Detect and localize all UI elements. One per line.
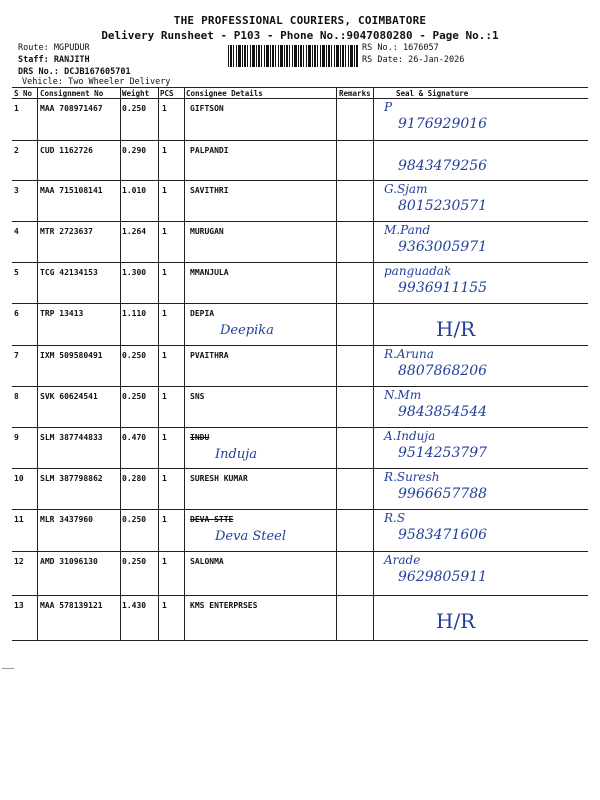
vehicle-value: Two Wheeler Delivery (68, 77, 171, 87)
company-name: THE PROFESSIONAL COURIERS, COIMBATORE (173, 14, 427, 27)
row-consignee: PALPANDI (190, 146, 229, 155)
staff-label: Staff: (18, 55, 49, 65)
route-value: MGPUDUR (53, 43, 90, 53)
row-sno: 1 (14, 104, 19, 113)
rs-no-label: RS No.: (362, 43, 398, 53)
signature-name: R.Suresh (384, 470, 440, 484)
row-consignee: SURESH KUMAR (190, 474, 248, 483)
signature-phone: 9843854544 (398, 404, 488, 420)
row-pcs: 1 (162, 351, 167, 360)
row-consignment-no: SLM 387744833 (40, 433, 103, 442)
rs-no-value: 1676057 (402, 43, 439, 53)
row-divider (12, 262, 588, 263)
signature-phone: 9966657788 (398, 486, 488, 502)
row-divider (12, 551, 588, 552)
row-sno: 6 (14, 309, 19, 318)
row-divider (12, 221, 588, 222)
signature-phone: 9936911155 (398, 280, 488, 296)
row-divider (12, 468, 588, 469)
vehicle-label: Vehicle: (22, 77, 63, 87)
signature-name: R.S (384, 511, 406, 525)
signature-name: M.Pand (384, 223, 431, 237)
column-divider (120, 87, 121, 640)
column-divider (336, 87, 337, 640)
row-consignee: INDU (190, 433, 210, 442)
row-consignee: SALONMA (190, 557, 224, 566)
row-divider (12, 140, 588, 141)
row-pcs: 1 (162, 601, 167, 610)
row-consignment-no: AMD 31096130 (40, 557, 98, 566)
row-weight: 1.430 (122, 601, 147, 610)
row-consignee: DEVA STTE (190, 515, 234, 524)
rs-date-label: RS Date: (362, 55, 403, 65)
row-consignment-no: MAA 715108141 (40, 186, 103, 195)
row-pcs: 1 (162, 433, 167, 442)
signature-phone: 9629805911 (398, 569, 488, 585)
row-consignment-no: MAA 578139121 (40, 601, 103, 610)
row-consignment-no: CUD 1162726 (40, 146, 93, 155)
barcode (228, 45, 358, 67)
row-sno: 9 (14, 433, 19, 442)
row-pcs: 1 (162, 474, 167, 483)
row-sno: 3 (14, 186, 19, 195)
header-consignee: Consignee Details (186, 89, 263, 98)
row-consignment-no: MAA 708971467 (40, 104, 103, 113)
row-pcs: 1 (162, 146, 167, 155)
header-consignment: Consignment No (40, 89, 104, 98)
row-weight: 0.250 (122, 351, 147, 360)
signature-mark: H/R (436, 317, 476, 341)
header-sno: S No (14, 89, 33, 98)
signature-phone: 9363005971 (398, 239, 488, 255)
header-weight: Weight (122, 89, 150, 98)
row-pcs: 1 (162, 227, 167, 236)
row-divider (12, 303, 588, 304)
column-divider (158, 87, 159, 640)
row-sno: 12 (14, 557, 24, 566)
row-weight: 0.250 (122, 392, 147, 401)
row-weight: 1.264 (122, 227, 147, 236)
row-sno: 13 (14, 601, 24, 610)
row-weight: 0.280 (122, 474, 147, 483)
header-pcs: PCS (160, 89, 174, 98)
row-divider (12, 180, 588, 181)
header-remarks: Remarks (339, 89, 371, 98)
signature-phone: 9843479256 (398, 158, 488, 174)
signature-phone: 9583471606 (398, 527, 488, 543)
rs-date-value: 26-Jan-2026 (408, 55, 465, 65)
row-pcs: 1 (162, 186, 167, 195)
table-header-line (12, 98, 588, 99)
rs-no-line (362, 43, 439, 53)
signature-name: panguadak (384, 264, 452, 278)
row-sno: 2 (14, 146, 19, 155)
row-weight: 0.250 (122, 104, 147, 113)
header-signature: Seal & Signature (396, 89, 469, 98)
signature-phone: 8015230571 (398, 198, 488, 214)
signature-name: A.Induja (384, 429, 436, 443)
vehicle-line (22, 77, 170, 87)
handwritten-consignee: Deva Steel (215, 529, 287, 544)
signature-name: N.Mm (384, 388, 422, 402)
row-divider (12, 427, 588, 428)
signature-phone: 9176929016 (398, 116, 488, 132)
row-consignment-no: MTR 2723637 (40, 227, 93, 236)
row-sno: 8 (14, 392, 19, 401)
runsheet-title: Delivery Runsheet - P103 - Phone No.:9047080280 - Page No.:1 (101, 29, 499, 42)
rs-date-line (362, 55, 464, 65)
signature-phone: 8807868206 (398, 363, 488, 379)
row-pcs: 1 (162, 557, 167, 566)
handwritten-consignee: Induja (215, 447, 257, 462)
route-line (18, 43, 90, 53)
signature-name: G.Sjam (384, 182, 428, 196)
row-consignee: MMANJULA (190, 268, 229, 277)
row-pcs: 1 (162, 515, 167, 524)
row-pcs: 1 (162, 268, 167, 277)
row-divider (12, 386, 588, 387)
column-divider (184, 87, 185, 640)
row-consignee: DEPIA (190, 309, 215, 318)
row-consignee: MURUGAN (190, 227, 224, 236)
row-consignee: PVAITHRA (190, 351, 229, 360)
row-consignee: GIFTSON (190, 104, 224, 113)
row-consignment-no: MLR 3437960 (40, 515, 93, 524)
row-consignment-no: SVK 60624541 (40, 392, 98, 401)
route-label: Route: (18, 43, 49, 53)
row-consignment-no: SLM 387798862 (40, 474, 103, 483)
row-weight: 0.470 (122, 433, 147, 442)
scan-mark (2, 668, 14, 669)
staff-line (18, 55, 90, 65)
handwritten-consignee: Deepika (220, 323, 274, 338)
row-consignment-no: TCG 42134153 (40, 268, 98, 277)
drs-line (18, 67, 131, 77)
row-weight: 0.250 (122, 557, 147, 566)
row-consignee: SNS (190, 392, 205, 401)
column-divider (37, 87, 38, 640)
row-pcs: 1 (162, 309, 167, 318)
signature-mark: H/R (436, 609, 476, 633)
signature-phone: 9514253797 (398, 445, 488, 461)
row-weight: 1.010 (122, 186, 147, 195)
row-divider (12, 509, 588, 510)
row-divider (12, 640, 588, 641)
row-consignment-no: TRP 13413 (40, 309, 84, 318)
row-sno: 11 (14, 515, 24, 524)
row-pcs: 1 (162, 392, 167, 401)
row-pcs: 1 (162, 104, 167, 113)
row-sno: 4 (14, 227, 19, 236)
drs-value: DCJB167605701 (64, 67, 131, 77)
row-consignee: KMS ENTERPRSES (190, 601, 258, 610)
row-weight: 1.110 (122, 309, 147, 318)
row-sno: 10 (14, 474, 24, 483)
row-divider (12, 595, 588, 596)
row-divider (12, 345, 588, 346)
row-weight: 0.290 (122, 146, 147, 155)
drs-label: DRS No.: (18, 67, 59, 77)
table-top-line (12, 87, 588, 88)
row-weight: 0.250 (122, 515, 147, 524)
row-weight: 1.300 (122, 268, 147, 277)
signature-name: Arade (384, 553, 421, 567)
row-consignment-no: IXM 509580491 (40, 351, 103, 360)
signature-name: R.Aruna (384, 347, 434, 361)
signature-name: P (384, 100, 393, 114)
row-sno: 7 (14, 351, 19, 360)
staff-value: RANJITH (53, 55, 90, 65)
row-consignee: SAVITHRI (190, 186, 229, 195)
row-sno: 5 (14, 268, 19, 277)
column-divider (373, 87, 374, 640)
